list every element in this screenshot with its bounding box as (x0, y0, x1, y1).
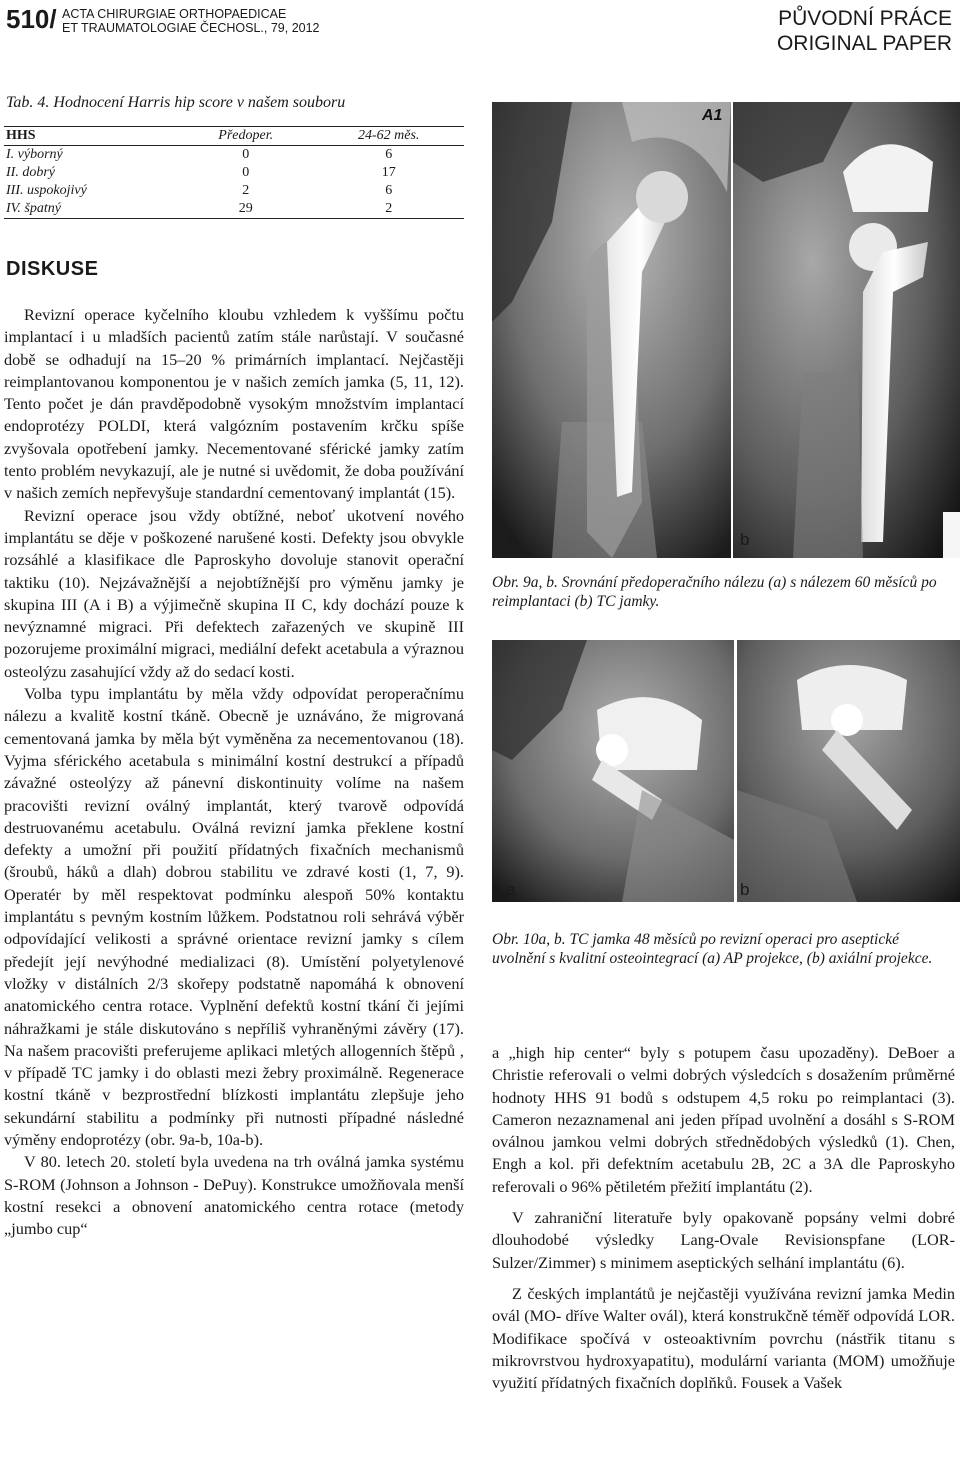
table-cell: IV. špatný (4, 200, 178, 219)
table-cell: III. uspokojivý (6, 183, 87, 198)
article-type-english: ORIGINAL PAPER (776, 32, 952, 55)
paragraph: V zahraniční literatuře byly opakovaně popsány velmi dobré dlouhodobé výsledky Lang-Ovale Revisionspfane (LOR- Sulzer/Zimmer) s minimem aseptických selhání implantátu (6). (492, 1208, 955, 1272)
table-row (4, 164, 464, 182)
hhs-table (4, 126, 464, 219)
table-header-row (4, 127, 464, 146)
paragraph: Z českých implantátů je nejčastěji využívána revizní jamka Medin ovál (MO- dříve Walter ovál), která konstrukčně téměř odpovídá LOR. Modifikace spočívá v osteoaktivním povrchu (nástřik titanu s mikrovrstvou hydroxyapatitu), modulární varianta (MOM) umožňuje využití přídatných fixačních doplňků. Fousek a Vašek (492, 1283, 955, 1393)
paragraph: Revizní operace kyčelního kloubu vzhledem k vyššímu počtu implantací i u mladších pacientů zatím stále narůstají. V současné době se odhadují na 15–20 % primárních implantací. Nejčastěji reimplantovanou komponentou je v našich zemích jamka (5, 11, 12). Tento počet je dán pravděpodobně vysokým množstvím implantací endoprotézy POLDI, která valgózním postavením krčku spíše zvyšovala opotřebení jamky. Necementované sférické jamky zatím tento problém nevykazují, ale je nutné si uvědomit, že doba používání v našich zemích nepřevyšuje standardní cementovaný implantát (15). (4, 305, 464, 503)
journal-name (62, 7, 320, 35)
panel-label-9b: b (740, 530, 750, 549)
xray-image-9b (733, 102, 960, 558)
figure-caption-9: Obr. 9a, b. Srovnání předoperačního nálezu (a) s nálezem 60 měsíců po reimplantaci (b) TC jamky. (492, 574, 937, 610)
body-text-right-column (492, 1042, 955, 1394)
figure-caption-10: Obr. 10a, b. TC jamka 48 měsíců po revizní operaci pro aseptické uvolnění s kvalitní osteointegrací (a) AP projekce, (b) axiální projekce. (492, 931, 933, 967)
journal-name-line-2: ET TRAUMATOLOGIAE ČECHOSL., 79, 2012 (62, 21, 320, 35)
table-cell: 6 (385, 183, 393, 198)
table-row (4, 200, 464, 219)
table-cell: 29 (178, 200, 313, 219)
paragraph: a „high hip center“ byly s potupem času upozaděny). DeBoer a Christie referovali o velmi dobrých výsledcích s dosažením průměrné hodnoty HHS 91 bodů s odstupem 4,5 roku po reimplantaci (3). Cameron nezaznamenal ani jeden případ uvolnění a dosáhl s S-ROM oválnou jamkou velmi dobrých střednědobých výsledků (1). Chen, Engh a kol. při defektním acetabulu 2B, 2C a 3A dle Paproskyho referovali o 96% pětiletém přežití implantátu (2). (492, 1043, 955, 1196)
page-number: 510/ (6, 4, 57, 34)
table-cell: 2 (313, 200, 464, 219)
table-cell: II. dobrý (6, 165, 55, 180)
table-cell: 0 (242, 147, 250, 162)
section-heading: DISKUSE (6, 258, 99, 280)
body-text-left-column (4, 304, 464, 1240)
table-cell: I. výborný (6, 147, 63, 162)
paragraph: Revizní operace jsou vždy obtížné, neboť ukotvení nového implantátu se děje v poškozené narušené kosti. Defekty jsou obvykle rozsáhlé a klasifikace dle Paproskyho dovoluje stanovit operační taktiku (10). Nejzávažnější a nejobtížnější pro výměnu jamky je skupina III (A i B) a výjimečně skupina II C, kdy dochází pouze k nevýznamné migraci. Při defektech zařazených ve skupině III pozorujeme proximální migraci, mediální defekt acetabula a výraznou osteolýzu zasahující vždy až do sedací kosti. (4, 505, 464, 681)
table-caption: Tab. 4. Hodnocení Harris hip score v našem souboru (6, 94, 346, 111)
table-header-cell: 24-62 měs. (313, 127, 464, 146)
table-row (4, 182, 464, 200)
journal-name-line-1: ACTA CHIRURGIAE ORTHOPAEDICAE (62, 7, 287, 21)
article-type (777, 6, 952, 56)
table-cell: 17 (381, 165, 396, 180)
xray-image-9a (492, 102, 731, 558)
panel-label-9a: a (508, 530, 518, 549)
panel-label-10b: b (740, 880, 750, 899)
table-cell: 2 (242, 183, 250, 198)
panel-label-10a: a (506, 880, 516, 899)
table-header-cell: HHS (4, 127, 178, 146)
table-cell: 0 (242, 165, 250, 180)
corner-mark: A1 (702, 107, 723, 124)
paragraph: Volba typu implantátu by měla vždy odpovídat peroperačnímu nálezu a kvalitě kostní tkáně. Obecně je uznáváno, že migrovaná cementovaná jamka by měla být vyměněna za necementovanou (18). Vyjma sférického acetabula s minimální kostní destrukcí a případů závažné osteolýzy až pánevní diskontinuity volíme na našem pracovišti revizní oválný implantát, který tvarově odpovídá destruovanému acetabulu. Oválná revizní jamka překlene kostní defekty a umožní při použití přídatných fixačních mechanismů (šroubů, háků a dlah) dobrou stabilitu ve zdravé kosti (1, 7, 9). Operatér by měl respektovat podmínku alespoň 50% kontaktu implantátu s pevným kostním lůžkem. Podstatnou roli sehrává výběr odpovídající velikosti a správné orientace revizní jamky s cílem předejít její nevýhodné medializaci (8). Umístění polyetylenové vložky v distálních 2/3 skořepy podstatně napomáhá k obnovení anatomického centra rotace. Vyplnění defektů kostní tkání či jejími náhražkami je stále diskutováno s nepříliš vyhraněnými závěry (17). Na našem pracovišti preferujeme aplikaci mletých allogenních štěpů , v případě TC jamky i do oblasti mezi žebry proximálně. Regenerace kostní tkáně v bezprostřední blízkosti implantátu zlepšuje jeho sekundární stabilitu a podmínky při nutnosti případné následné výměny endoprotézy (obr. 9a-b, 10a-b). (4, 684, 464, 1149)
paragraph: V 80. letech 20. století byla uvedena na trh oválná jamka systému S-ROM (Johnson a Johnson - DePuy). Konstrukce umožňovala menší kostní resekci a obnovení anatomického centra rotace (metody „jumbo cup“ (4, 1152, 464, 1239)
xray-image-10a (492, 640, 734, 902)
table-row (4, 146, 464, 165)
table-header-cell: Předoper. (178, 127, 313, 146)
table-cell: 6 (385, 147, 393, 162)
xray-image-10b (737, 640, 960, 902)
article-type-czech: PŮVODNÍ PRÁCE (778, 7, 952, 30)
